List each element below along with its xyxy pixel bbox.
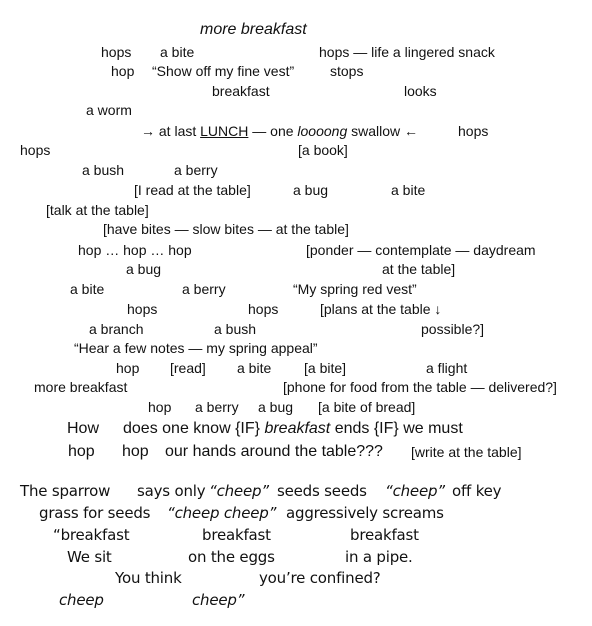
poem-word: [talk at the table] xyxy=(46,202,149,218)
poem-word: breakfast xyxy=(264,420,331,437)
hand-word: cheep xyxy=(59,591,104,609)
poem-word: looks xyxy=(404,83,437,99)
poem-word: hop xyxy=(68,443,95,460)
poem-line xyxy=(123,419,463,438)
poem-word: a bush xyxy=(214,321,257,337)
poem-word: How xyxy=(67,420,100,437)
hand-word: breakfast xyxy=(350,526,419,544)
hand-word: We sit xyxy=(67,548,112,566)
hand-word: you’re confined? xyxy=(259,569,381,587)
poem-line xyxy=(141,123,418,140)
poem-word: a bush xyxy=(82,162,125,178)
poem-word: a bite xyxy=(237,360,272,376)
poem-word: ends {IF} we must xyxy=(330,420,463,437)
poem-word: hops xyxy=(127,301,158,317)
poem-word: hop xyxy=(116,360,140,376)
hand-word: You think xyxy=(115,569,182,587)
poem-word: possible?] xyxy=(421,321,485,337)
poem-word: a branch xyxy=(89,321,144,337)
poem-word: [phone for food from the table — delivered?] xyxy=(283,379,557,395)
poem-word: [read] xyxy=(170,360,206,376)
poem-word: [a bite] xyxy=(304,360,347,376)
poem-word: more breakfast xyxy=(34,379,128,395)
poem-word: a berry xyxy=(195,399,239,415)
hand-word: in a pipe. xyxy=(345,548,413,566)
poem-word: “My spring red vest” xyxy=(293,281,417,297)
poem-word: a bug xyxy=(258,399,294,415)
hand-word: cheep” xyxy=(192,591,245,609)
hand-word: says only xyxy=(137,482,206,500)
hand-word: seeds seeds xyxy=(277,482,367,500)
poem-word: at the table] xyxy=(382,261,456,277)
poem-word: → at last xyxy=(141,123,201,139)
poem-word: [a bite of bread] xyxy=(318,399,416,415)
hand-word: The sparrow xyxy=(20,482,111,500)
poem-word: “Show off my fine vest” xyxy=(152,63,295,79)
poem-word: hops — life a lingered snack xyxy=(319,44,495,60)
hand-word: “cheep” xyxy=(209,482,269,500)
poem-word: swallow ← xyxy=(347,123,419,139)
poem-word: [plans at the table ↓ xyxy=(320,301,442,317)
poem-word: stops xyxy=(330,63,364,79)
poem-word: [a book] xyxy=(298,142,348,158)
poem-word: loooong xyxy=(297,123,348,139)
poem-word: a bite xyxy=(70,281,105,297)
poem-word: a berry xyxy=(182,281,226,297)
poem-word: LUNCH xyxy=(200,123,249,139)
poem-word: breakfast xyxy=(212,83,270,99)
poem-word: [write at the table] xyxy=(411,444,522,460)
poem-word: a bite xyxy=(160,44,195,60)
poem-word: [have bites — slow bites — at the table] xyxy=(103,221,349,237)
poem-word: hop xyxy=(148,399,172,415)
poem-word: our hands around the table??? xyxy=(165,443,383,460)
poem-title: more breakfast xyxy=(200,21,307,38)
poem-word: hops xyxy=(101,44,132,60)
poem-word: [ponder — contemplate — daydream xyxy=(306,242,536,258)
poem-word: hop xyxy=(111,63,135,79)
poem-word: a bug xyxy=(126,261,162,277)
hand-word: “cheep cheep” xyxy=(167,504,277,522)
poem-word: a worm xyxy=(86,102,132,118)
poem-word: — one xyxy=(248,123,298,139)
hand-word: “cheep” xyxy=(385,482,445,500)
poem-word: hops xyxy=(248,301,279,317)
poem-word: a bite xyxy=(391,182,426,198)
poem-word: hop … hop … hop xyxy=(78,242,192,258)
hand-word: aggressively screams xyxy=(286,504,444,522)
poem-word: does one know {IF} xyxy=(123,420,265,437)
hand-word: on the eggs xyxy=(188,548,275,566)
hand-word: breakfast xyxy=(202,526,271,544)
poem-word: hop xyxy=(122,443,149,460)
poem-word: “Hear a few notes — my spring appeal” xyxy=(74,340,318,356)
poem-word: a bug xyxy=(293,182,329,198)
poem-word: hops xyxy=(20,142,51,158)
poem-word: a flight xyxy=(426,360,468,376)
hand-word: grass for seeds xyxy=(39,504,151,522)
poem-word: a berry xyxy=(174,162,218,178)
poem-word: hops xyxy=(458,123,489,139)
poem-word: [I read at the table] xyxy=(134,182,251,198)
hand-word: “breakfast xyxy=(53,526,130,544)
hand-word: off key xyxy=(452,482,502,500)
